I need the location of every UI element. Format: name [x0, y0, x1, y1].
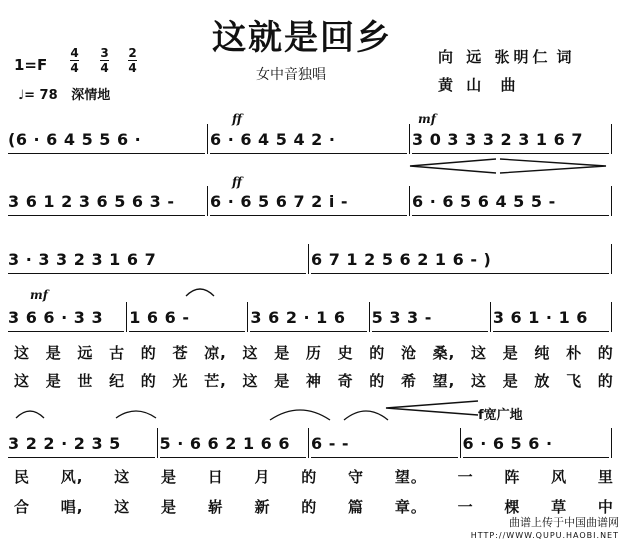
measure: 6 · 6 5 6 · — [463, 434, 610, 458]
measure: 3 6 1 2 3 6 5 6 3 - — [8, 192, 205, 216]
measure: 6 · 6 5 6 7 2 i - — [210, 192, 407, 216]
barline — [611, 428, 612, 458]
barline — [207, 186, 208, 216]
barline — [126, 302, 127, 332]
lyric-line-4: 合 唱, 这 是 崭 新 的 篇 章。 一 棵 草 中 — [14, 498, 614, 516]
measure: 5 · 6 6 2 1 6 6 — [160, 434, 307, 458]
lyric-line-3: 民 风, 这 是 日 月 的 守 望。 一 阵 风 里 — [14, 468, 614, 486]
dynamic-mf-2: mf — [30, 288, 48, 302]
measure: 5 3 3 - — [372, 308, 488, 332]
measure: 1 6 6 - — [129, 308, 245, 332]
measure: 3 · 3 3 2 3 1 6 7 — [8, 250, 306, 274]
lyric-line-2: 这 是 世 纪 的 光 芒, 这 是 神 奇 的 希 望, 这 是 放 飞 的 — [14, 372, 614, 390]
composer-credit: 黄 山 曲 — [438, 76, 522, 94]
staff-system-1 — [8, 118, 614, 154]
barline — [611, 186, 612, 216]
staff-system-4 — [8, 296, 614, 332]
measure: 3 6 2 · 1 6 — [250, 308, 366, 332]
time-signature-3: 2 4 — [128, 46, 137, 75]
barline — [308, 244, 309, 274]
dynamic-f-kuan: f宽广地 — [478, 408, 523, 423]
lyricist-credit: 向 远 张明仁 词 — [438, 48, 578, 66]
measure: 3 0 3 3 3 2 3 1 6 7 — [412, 130, 609, 154]
time-signature-2: 3 4 — [100, 46, 109, 75]
barline — [369, 302, 370, 332]
measure: 3 6 6 · 3 3 — [8, 308, 124, 332]
lyric-line-1: 这 是 远 古 的 苍 凉, 这 是 历 史 的 沧 桑, 这 是 纯 朴 的 — [14, 344, 614, 362]
watermark: 曲谱上传于中国曲谱网 HTTP://WWW.QUPU.HAOBI.NET — [470, 516, 619, 540]
measure: 3 2 2 · 2 3 5 — [8, 434, 155, 458]
measure: 6 - - — [311, 434, 458, 458]
staff-system-5 — [8, 422, 614, 458]
barline — [611, 302, 612, 332]
measure: 6 · 6 4 5 4 2 · — [210, 130, 407, 154]
dynamic-ff: ff — [232, 112, 242, 126]
measure: 6 7 1 2 5 6 2 1 6 - ) — [311, 250, 609, 274]
dynamic-ff-2: ff — [232, 175, 242, 189]
barline — [157, 428, 158, 458]
voice-type: 女中音独唱 — [256, 67, 326, 83]
barline — [409, 124, 410, 154]
measure: (6 · 6 4 5 5 6 · — [8, 130, 205, 154]
measure: 3 6 1 · 1 6 — [493, 308, 609, 332]
barline — [308, 428, 309, 458]
barline — [611, 124, 612, 154]
barline — [207, 124, 208, 154]
measure: 6 · 6 5 6 4 5 5 - — [412, 192, 609, 216]
dynamic-mf: mf — [418, 112, 436, 126]
tempo-mark: ♩= 78 深情地 — [18, 88, 111, 103]
staff-system-2 — [8, 180, 614, 216]
barline — [611, 244, 612, 274]
barline — [247, 302, 248, 332]
barline — [409, 186, 410, 216]
song-title: 这就是回乡 — [212, 18, 392, 58]
barline — [460, 428, 461, 458]
barline — [490, 302, 491, 332]
staff-system-3 — [8, 238, 614, 274]
key-signature: 1=F — [14, 56, 48, 74]
time-signature-1: 4 4 — [70, 46, 79, 75]
